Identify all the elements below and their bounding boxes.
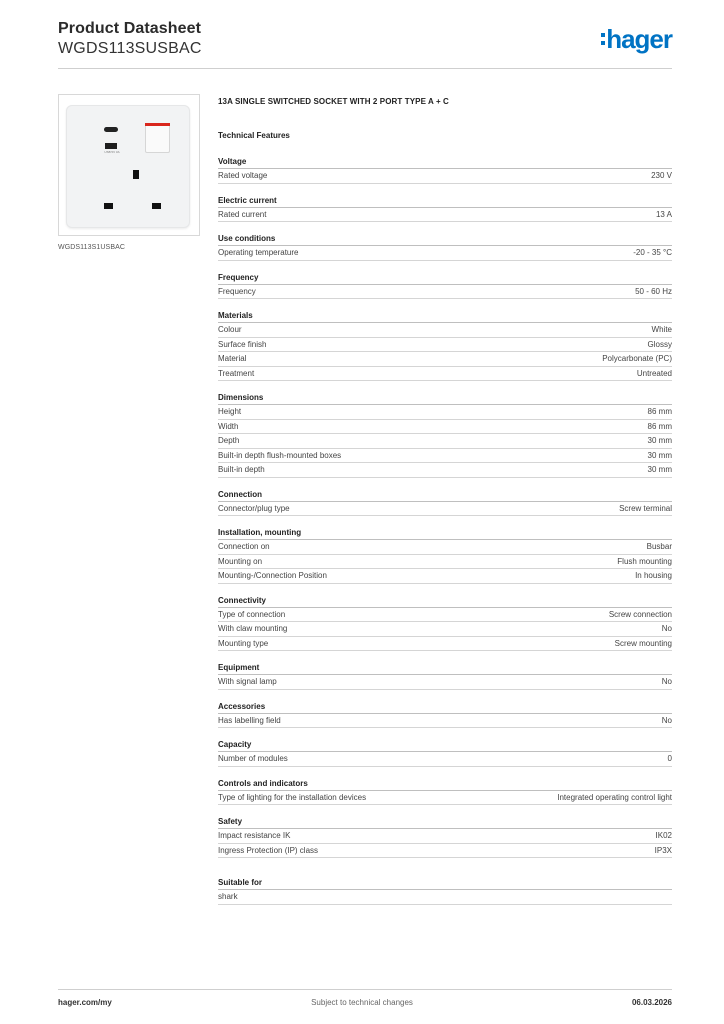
spec-label: Impact resistance IK (218, 831, 291, 840)
spec-label: Height (218, 407, 242, 416)
spec-section (218, 738, 672, 767)
spec-value: 30 mm (647, 465, 672, 474)
spec-row (218, 352, 672, 367)
spec-row (218, 463, 672, 478)
spec-section (218, 661, 672, 690)
spec-row (218, 169, 672, 184)
footer-note: Subject to technical changes (311, 998, 413, 1007)
spec-label: Built-in depth flush-mounted boxes (218, 450, 342, 460)
hager-logo[interactable] (601, 24, 672, 54)
spec-label: Mounting on (218, 556, 263, 566)
spec-section (218, 194, 672, 223)
spec-row (218, 890, 672, 905)
header-divider (58, 68, 672, 69)
footer-divider (58, 989, 672, 990)
spec-row (218, 323, 672, 338)
spec-section (218, 526, 672, 584)
section-title: Capacity (218, 738, 672, 752)
spec-value: Busbar (646, 542, 672, 551)
spec-label: Treatment (218, 368, 255, 378)
spec-section (218, 777, 672, 806)
page-title: Product Datasheet (58, 20, 202, 37)
section-title: Connection (218, 488, 672, 502)
spec-section (218, 700, 672, 729)
technical-features-heading: Technical Features (218, 131, 290, 140)
spec-row (218, 791, 672, 806)
spec-row (218, 829, 672, 844)
section-title: Accessories (218, 700, 672, 714)
spec-row (218, 367, 672, 382)
section-title: Frequency (218, 271, 672, 285)
spec-label: Built-in depth (218, 465, 265, 474)
spec-value: No (661, 677, 672, 686)
spec-row (218, 502, 672, 517)
spec-label: Mounting-/Connection Position (218, 571, 327, 580)
spec-value: IP3X (654, 845, 672, 855)
spec-value: 50 - 60 Hz (635, 286, 672, 296)
logo-text: hager (606, 24, 672, 54)
spec-value: Polycarbonate (PC) (602, 354, 672, 363)
spec-value: Untreated (636, 368, 672, 378)
spec-value: 13 A (655, 209, 672, 219)
spec-label: Type of connection (218, 609, 286, 619)
spec-value: 86 mm (647, 421, 672, 431)
spec-row (218, 449, 672, 464)
spec-section (218, 488, 672, 517)
neutral-pin-slot (152, 203, 161, 209)
spec-row (218, 208, 672, 223)
spec-section (218, 815, 672, 858)
image-caption: WGDS113S1USBAC (58, 244, 126, 251)
spec-label: Has labelling field (218, 715, 281, 725)
spec-row (218, 420, 672, 435)
spec-value: Integrated operating control light (557, 792, 672, 802)
live-pin-slot (104, 203, 113, 209)
spec-label: Ingress Protection (IP) class (218, 845, 319, 855)
section-title: Equipment (218, 661, 672, 675)
product-code: WGDS113SUSBAC (58, 40, 202, 57)
spec-section (218, 155, 672, 184)
spec-value: Screw connection (608, 609, 672, 619)
spec-label: Depth (218, 436, 240, 445)
section-title: Connectivity (218, 594, 672, 608)
spec-row (218, 675, 672, 690)
spec-row (218, 338, 672, 353)
spec-row (218, 555, 672, 570)
spec-label: Frequency (218, 286, 256, 296)
footer-date: 06.03.2026 (631, 998, 672, 1007)
footer-website-link[interactable]: hager.com/my (58, 998, 112, 1007)
spec-section (218, 309, 672, 381)
spec-row (218, 405, 672, 420)
spec-row (218, 844, 672, 859)
rocker-switch (145, 123, 170, 153)
usb-a-port-icon (105, 143, 117, 149)
section-title: Voltage (218, 155, 672, 169)
product-image (58, 94, 200, 236)
logo-dots-icon (601, 33, 605, 45)
spec-row (218, 637, 672, 652)
section-title: Controls and indicators (218, 777, 672, 791)
spec-row (218, 569, 672, 584)
spec-section (218, 232, 672, 261)
section-title: Use conditions (218, 232, 672, 246)
spec-value: 0 (667, 754, 672, 763)
spec-value: No (661, 715, 672, 725)
usb-label: USB 5V 3A (104, 150, 120, 154)
spec-label: Connector/plug type (218, 503, 290, 513)
section-title: Electric current (218, 194, 672, 208)
spec-label: Rated current (218, 209, 267, 219)
section-title: Suitable for (218, 876, 672, 890)
product-title: 13A SINGLE SWITCHED SOCKET WITH 2 PORT TYPE A + C (218, 97, 449, 106)
spec-label: Connection on (218, 542, 270, 551)
section-title: Materials (218, 309, 672, 323)
spec-value: Glossy (647, 339, 672, 349)
spec-section (218, 876, 672, 905)
spec-value: 230 V (651, 171, 672, 180)
switch-indicator (145, 123, 170, 126)
spec-label: Type of lighting for the installation devices (218, 792, 367, 802)
spec-label: Width (218, 421, 239, 431)
section-title: Dimensions (218, 391, 672, 405)
spec-label: Colour (218, 325, 242, 334)
spec-row (218, 752, 672, 767)
spec-label: Surface finish (218, 339, 267, 349)
spec-value: White (651, 325, 672, 334)
spec-row (218, 285, 672, 300)
spec-value: Screw terminal (619, 503, 672, 513)
spec-row (218, 608, 672, 623)
spec-row (218, 622, 672, 637)
spec-label: Operating temperature (218, 248, 299, 257)
spec-value: Screw mounting (614, 638, 672, 648)
spec-label: Rated voltage (218, 171, 268, 180)
spec-value: 86 mm (647, 407, 672, 416)
spec-row (218, 540, 672, 555)
spec-label: Number of modules (218, 754, 288, 763)
spec-value: In housing (635, 571, 672, 580)
spec-label: shark (218, 892, 238, 901)
spec-value: 30 mm (647, 436, 672, 445)
spec-table (218, 155, 672, 915)
section-title: Safety (218, 815, 672, 829)
earth-pin-slot (133, 170, 139, 179)
usb-c-port-icon (104, 127, 118, 132)
spec-section (218, 594, 672, 652)
spec-section (218, 391, 672, 478)
spec-value: 30 mm (647, 450, 672, 460)
spec-section (218, 271, 672, 300)
spec-row (218, 714, 672, 729)
spec-label: Material (218, 354, 247, 363)
spec-row (218, 246, 672, 261)
section-title: Installation, mounting (218, 526, 672, 540)
spec-label: With signal lamp (218, 677, 277, 686)
socket-plate (66, 105, 190, 228)
spec-label: With claw mounting (218, 624, 288, 633)
spec-value: No (661, 624, 672, 633)
spec-label: Mounting type (218, 638, 269, 648)
spec-value: -20 - 35 °C (633, 248, 672, 257)
spec-value: Flush mounting (617, 556, 672, 566)
spec-row (218, 434, 672, 449)
spec-value: IK02 (655, 831, 672, 840)
